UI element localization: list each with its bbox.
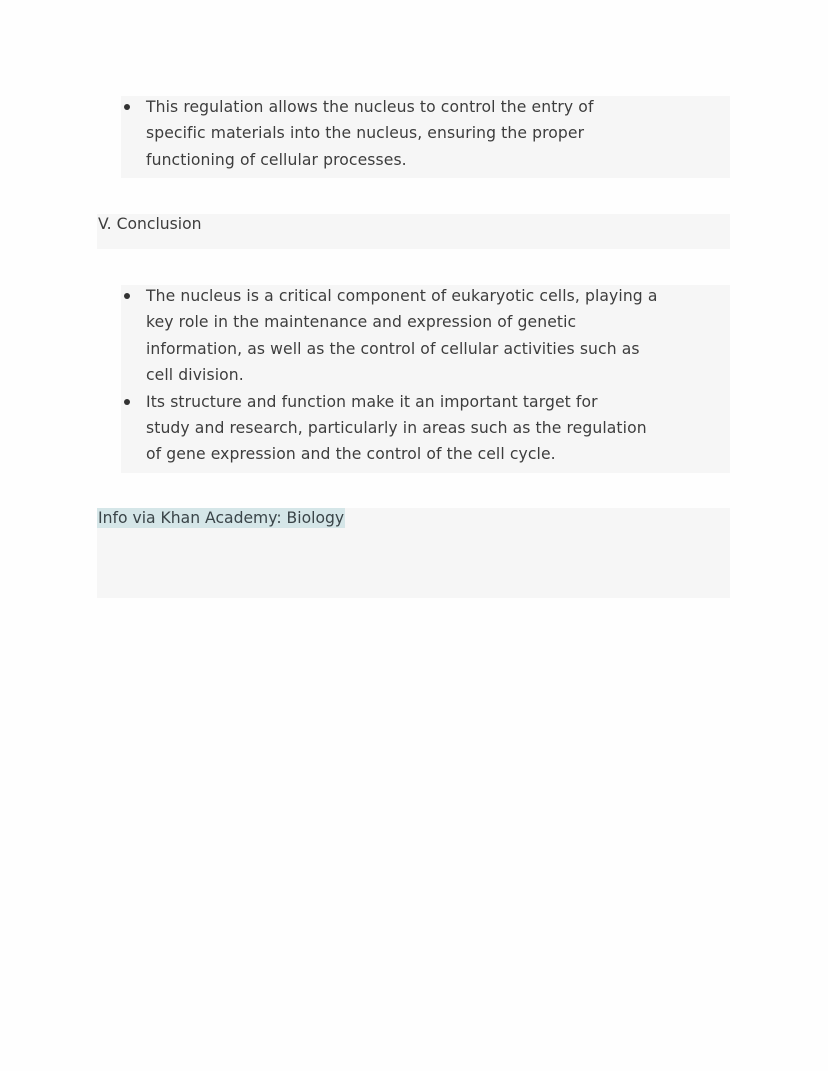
section-heading <box>97 214 730 249</box>
list-item-line: study and research, particularly in areas such as the regulation <box>146 419 647 438</box>
bullet-icon <box>124 104 130 110</box>
list-item-line: cell division. <box>146 366 244 385</box>
list-item <box>121 94 730 173</box>
list-item <box>121 389 730 468</box>
conclusion-bullet-block <box>121 285 730 473</box>
list-item <box>121 283 730 389</box>
list-item-line: information, as well as the control of cellular activities such as <box>146 339 640 358</box>
list-item-line: This regulation allows the nucleus to control the entry of <box>146 98 594 116</box>
bullet-list <box>121 283 730 468</box>
list-item-line: key role in the maintenance and expression of genetic <box>146 313 577 332</box>
list-item-line: Its structure and function make it an important target for <box>146 392 598 411</box>
section-heading-text: V. Conclusion <box>98 215 202 233</box>
bullet-list <box>121 94 730 173</box>
bullet-icon <box>124 293 130 299</box>
list-item-line: specific materials into the nucleus, ensuring the proper <box>146 124 585 143</box>
source-citation: Info via Khan Academy: Biology <box>98 509 345 527</box>
bullet-icon <box>124 399 130 405</box>
source-block <box>97 508 730 598</box>
list-item-line: The nucleus is a critical component of eukaryotic cells, playing a <box>146 287 658 305</box>
list-item-line: functioning of cellular processes. <box>146 150 407 169</box>
regulation-bullet-block <box>121 96 730 178</box>
list-item-line: of gene expression and the control of the cell cycle. <box>146 445 556 464</box>
